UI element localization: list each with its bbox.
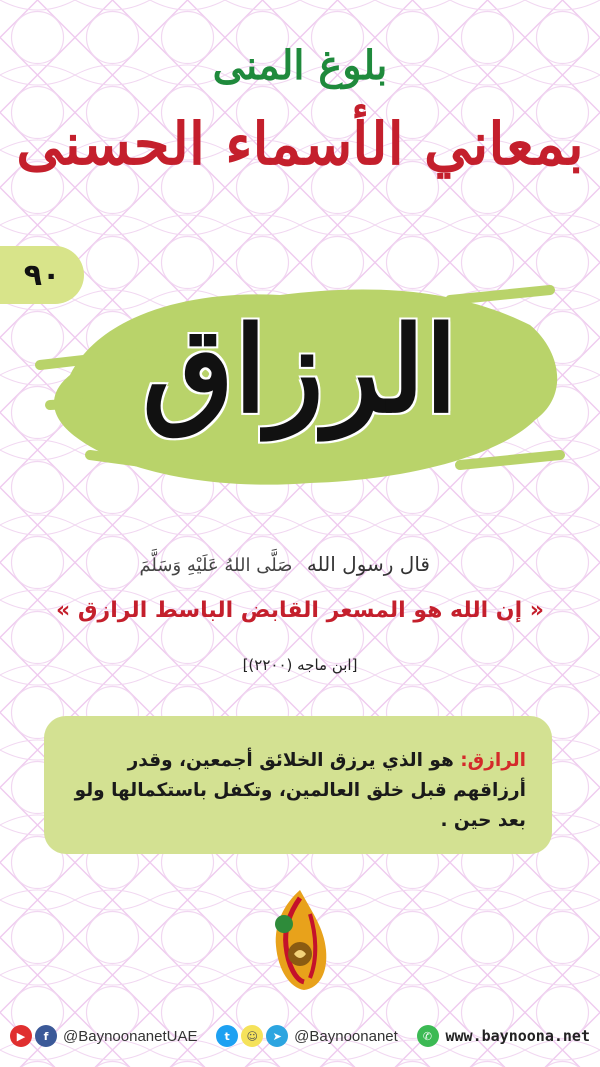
hadith-intro-text: قال رسول الله bbox=[306, 552, 430, 576]
meaning-box bbox=[44, 716, 552, 854]
series-title-line1: بلوغ المنى bbox=[212, 42, 388, 89]
baynoona-logo-icon bbox=[254, 884, 346, 996]
hadith-intro bbox=[139, 552, 430, 576]
meaning-paragraph bbox=[70, 746, 526, 836]
snapchat-icon[interactable]: ☺ bbox=[241, 1025, 263, 1047]
divine-name-title: الرزاق bbox=[142, 300, 458, 439]
footer-bar bbox=[0, 1016, 600, 1056]
telegram-icon[interactable]: ➤ bbox=[266, 1025, 288, 1047]
whatsapp-icon[interactable]: ✆ bbox=[417, 1025, 439, 1047]
youtube-icon[interactable]: ▶ bbox=[10, 1025, 32, 1047]
hadith-quote: « إن الله هو المسعر القابض الباسط الرازق » bbox=[56, 598, 544, 623]
footer-handle-uae[interactable]: @BaynoonanetUAE bbox=[63, 1027, 198, 1045]
footer-group-web bbox=[417, 1025, 591, 1047]
salawat-text: صَلَّى اللهُ عَلَيْهِ وَسَلَّمَ bbox=[139, 555, 293, 576]
meaning-body: هو الذي يرزق الخلائق أجمعين، وقدر أرزاقهم قبل خلق العالمين، وتكفل باستكمالها ولو بعد حين . bbox=[74, 750, 526, 831]
facebook-icon[interactable]: f bbox=[35, 1025, 57, 1047]
footer-handle[interactable]: @Baynoonanet bbox=[294, 1027, 398, 1045]
badge-number: ٩٠ bbox=[23, 257, 61, 293]
series-title-line2: بمعاني الأسماء الحسنى bbox=[16, 110, 584, 178]
footer-website-link[interactable]: www.baynoona.net bbox=[445, 1027, 590, 1045]
twitter-icon[interactable]: t bbox=[216, 1025, 238, 1047]
footer-group-social bbox=[216, 1025, 398, 1047]
footer-group-uae bbox=[10, 1025, 197, 1047]
meaning-term: الرازق: bbox=[460, 750, 526, 771]
hadith-source: [ابن ماجه (٢٢٠٠)] bbox=[242, 656, 358, 674]
